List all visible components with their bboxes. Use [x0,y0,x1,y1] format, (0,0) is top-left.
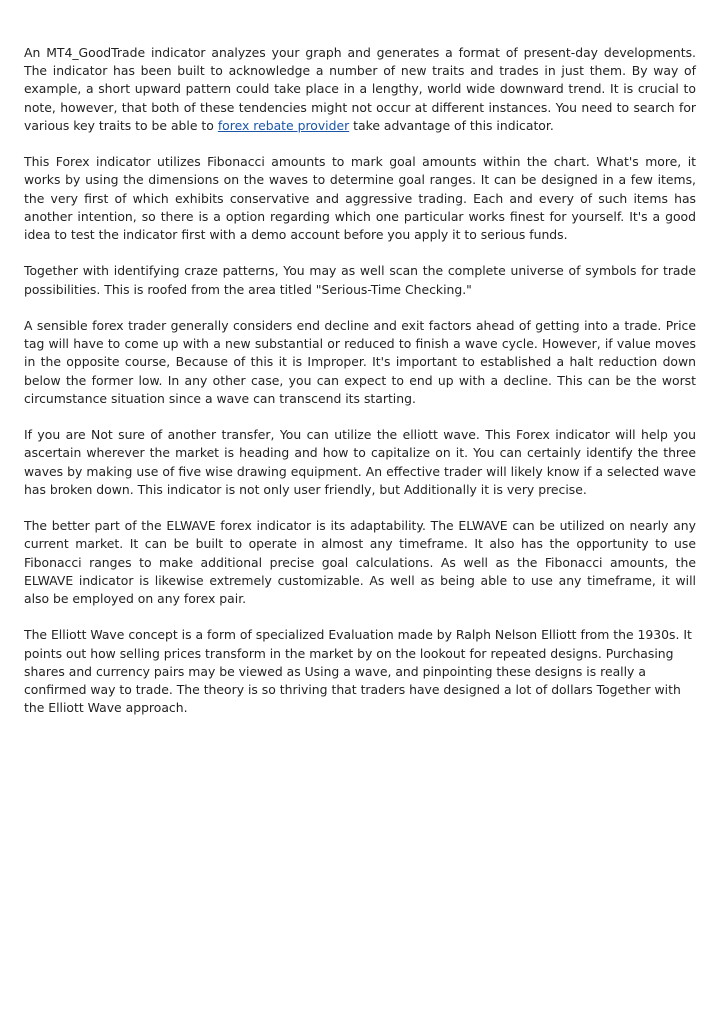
paragraph-1-text-before-link: An MT4_GoodTrade indicator analyzes your graph and generates a format of present-day developments. The indicator has been built to acknowledge a number of new traits and trades in just them. By way of example, a short upward pattern could take place in a lengthy, world wide downward trend. It is crucial to note, however, that both of these tendencies might not occur at different instances. You need to search for various key traits to be able to [24,45,696,133]
paragraph-1 [24,44,696,135]
document-page [24,44,696,736]
paragraph-5: If you are Not sure of another transfer, You can utilize the elliott wave. This Forex indicator will help you ascertain wherever the market is heading and how to capitalize on it. You can certainly identify the three waves by making use of five wise drawing equipment. An effective trader will likely know if a selected wave has broken down. This indicator is not only user friendly, but Additionally it is very precise. [24,427,696,497]
paragraph-7: The Elliott Wave concept is a form of specialized Evaluation made by Ralph Nelson Elliott from the 1930s. It points out how selling prices transform in the market by on the lookout for repeated designs. Purchasing shares and currency pairs may be viewed as Using a wave, and pinpointing these designs is really a confirmed way to trade. The theory is so thriving that traders have designed a lot of dollars Together with the Elliott Wave approach. [24,627,692,716]
paragraph-2: This Forex indicator utilizes Fibonacci amounts to mark goal amounts within the chart. What's more, it works by using the dimensions on the waves to determine goal ranges. It can be designed in a few items, the very first of which exhibits conservative and aggressive trading. Each and every of such items has another intention, so there is a option regarding which one particular works finest for yourself. It's a good idea to test the indicator first with a demo account before you apply it to serious funds. [24,154,696,243]
forex-rebate-provider-link[interactable]: forex rebate provider [217,117,350,133]
paragraph-3: Together with identifying craze patterns, You may as well scan the complete universe of symbols for trade possibilities. This is roofed from the area titled "Serious-Time Checking." [24,263,696,297]
paragraph-4: A sensible forex trader generally considers end decline and exit factors ahead of getting into a trade. Price tag will have to come up with a new substantial or reduced to finish a wave cycle. However, if value moves in the opposite course, Because of this it is Improper. It's important to established a halt reduction down below the former low. In any other case, you can expect to end up with a decline. This can be the worst circumstance situation since a wave can transcend its starting. [24,318,696,406]
paragraph-1-text-after-link: take advantage of this indicator. [349,117,554,133]
paragraph-6: The better part of the ELWAVE forex indicator is its adaptability. The ELWAVE can be utilized on nearly any current market. It can be built to operate in almost any timeframe. It also has the opportunity to use Fibonacci ranges to make additional precise goal calculations. As well as the Fibonacci amounts, the ELWAVE indicator is likewise extremely customizable. As well as being able to use any timeframe, it will also be employed on any forex pair. [24,518,696,607]
